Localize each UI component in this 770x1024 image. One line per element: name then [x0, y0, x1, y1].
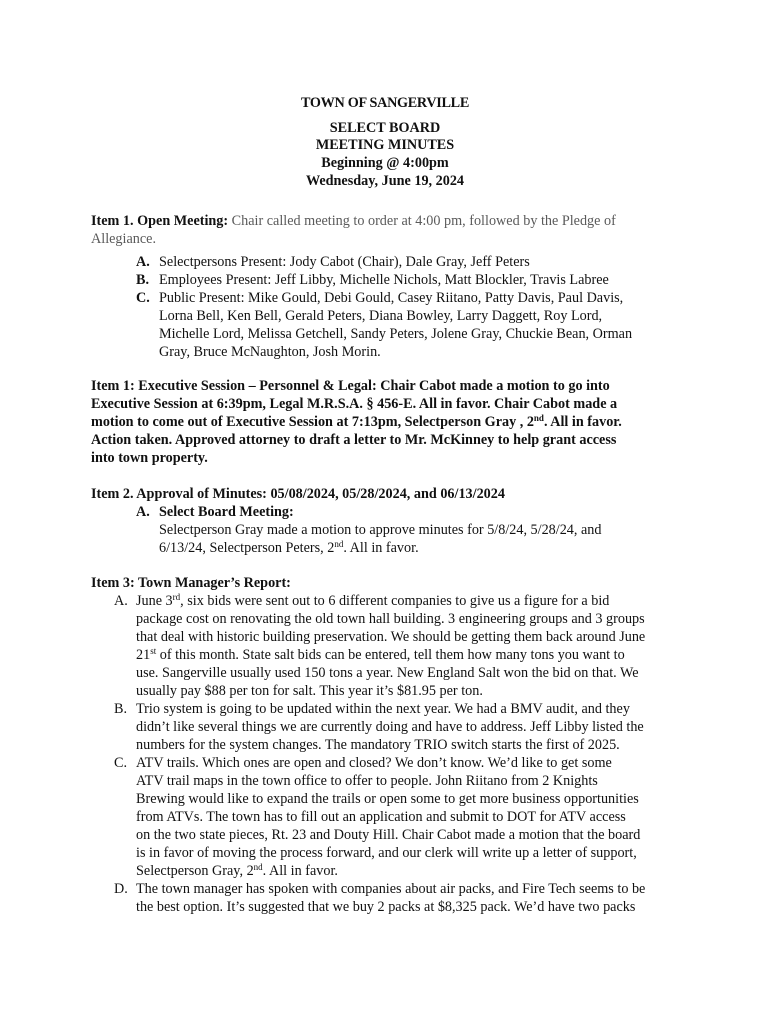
list-marker: A. [114, 593, 128, 609]
public-present-cont: Michelle Lord, Melissa Getchell, Sandy Peters, Jolene Gray, Chuckie Bean, Orman [159, 326, 633, 342]
item1-text-cont: Allegiance. [91, 231, 156, 247]
board-title: SELECT BOARD [329, 120, 441, 136]
meeting-start: Beginning @ 4:00pm [321, 155, 449, 171]
list-marker: D. [114, 881, 128, 897]
motion-text: 6/13/24, Selectperson Peters, 2 [159, 540, 335, 556]
item1-heading: Item 1. Open Meeting: [91, 213, 229, 229]
exec-session-line: Item 1: Executive Session – Personnel & Legal: Chair Cabot made a motion to go into [91, 378, 610, 394]
ordinal-suffix: rd [172, 592, 181, 602]
list-marker: C. [136, 290, 150, 306]
report-b-line: Trio system is going to be updated within the next year. We had a BMV audit, and they [136, 701, 630, 717]
report-text: . All in favor. [262, 863, 338, 879]
item2-heading: Item 2. Approval of Minutes: 05/08/2024, 05/28/2024, and 06/13/2024 [91, 486, 505, 502]
motion-text: . All in favor. [343, 540, 419, 556]
select-board-meeting-heading: Select Board Meeting: [159, 504, 294, 520]
minutes-motion-cont [159, 539, 419, 557]
exec-session-line: into town property. [91, 450, 208, 466]
exec-text: motion to come out of Executive Session at 7:13pm, Selectperson Gray , 2 [91, 414, 534, 430]
ordinal-suffix: nd [533, 413, 544, 423]
report-b-line: numbers for the system changes. The mandatory TRIO switch starts the first of 2025. [136, 737, 620, 753]
report-a-line: usually pay $88 per ton for salt. This year it’s $81.95 per ton. [136, 683, 483, 699]
report-c-line: on the two state pieces, Rt. 23 and Douty Hill. Chair Cabot made a motion that the board [136, 827, 641, 843]
exec-text: . All in favor. [543, 414, 622, 430]
list-marker: A. [136, 254, 150, 270]
report-c-line [136, 862, 338, 880]
report-b-line: didn’t like several things we are currently doing and have to address. Jeff Libby listed the [136, 719, 644, 735]
report-d-line: the best option. It’s suggested that we buy 2 packs at $8,325 pack. We’d have two packs [136, 899, 636, 915]
ordinal-suffix: nd [334, 539, 344, 549]
ordinal-suffix: st [150, 646, 157, 656]
report-c-line: ATV trail maps in the town office to offer to people. John Riitano from 2 Knights [136, 773, 598, 789]
town-title: TOWN OF SANGERVILLE [300, 95, 470, 111]
report-text: , six bids were sent out to 6 different companies to give us a figure for a bid [180, 593, 610, 609]
report-a-line: package cost on renovating the old town hall building. 3 engineering groups and 3 groups [136, 611, 645, 627]
list-marker: A. [136, 504, 150, 520]
report-a-line [136, 592, 609, 610]
report-c-line: from ATVs. The town has to fill out an application and submit to DOT for ATV access [136, 809, 626, 825]
public-present-cont: Gray, Bruce McNaughton, Josh Morin. [159, 344, 381, 360]
report-text: Selectperson Gray, 2 [136, 863, 254, 879]
exec-session-line: Action taken. Approved attorney to draft a letter to Mr. McKinney to help grant access [91, 432, 617, 448]
list-marker: B. [136, 272, 150, 288]
report-text: of this month. State salt bids can be entered, tell them how many tons you want to [156, 647, 625, 663]
exec-session-line: Executive Session at 6:39pm, Legal M.R.S.A. § 456-E. All in favor. Chair Cabot made a [91, 396, 618, 412]
report-a-line: that deal with historic building preservation. We should be getting them back around June [136, 629, 646, 645]
minutes-motion: Selectperson Gray made a motion to approve minutes for 5/8/24, 5/28/24, and [159, 522, 602, 538]
exec-session-line [91, 413, 622, 431]
report-d-line: The town manager has spoken with companies about air packs, and Fire Tech seems to be [136, 881, 646, 897]
item3-heading: Item 3: Town Manager’s Report: [91, 575, 291, 591]
public-present-cont: Lorna Bell, Ken Bell, Gerald Peters, Diana Bowley, Larry Daggett, Roy Lord, [159, 308, 603, 324]
report-a-line [136, 646, 625, 664]
meeting-date: Wednesday, June 19, 2024 [305, 173, 465, 189]
report-a-line: use. Sangerville usually used 150 tons a year. New England Salt won the bid on that. We [136, 665, 639, 681]
report-text: 21 [136, 647, 151, 663]
item1-text: Chair called meeting to order at 4:00 pm, followed by the Pledge of [231, 213, 616, 229]
public-present: Public Present: Mike Gould, Debi Gould, Casey Riitano, Patty Davis, Paul Davis, [159, 290, 624, 306]
list-marker: B. [114, 701, 128, 717]
report-c-line: ATV trails. Which ones are open and closed? We don’t know. We’d like to get some [136, 755, 612, 771]
selectpersons-present: Selectpersons Present: Jody Cabot (Chair), Dale Gray, Jeff Peters [159, 254, 530, 270]
report-text: June 3 [136, 593, 173, 609]
list-marker: C. [114, 755, 128, 771]
ordinal-suffix: nd [253, 862, 263, 872]
item1-line1 [91, 212, 616, 230]
report-c-line: is in favor of moving the process forward, and our clerk will write up a letter of support, [136, 845, 637, 861]
document-title: MEETING MINUTES [315, 137, 455, 153]
report-c-line: Brewing would like to expand the trails or open some to get more business opportunities [136, 791, 639, 807]
employees-present: Employees Present: Jeff Libby, Michelle Nichols, Matt Blockler, Travis Labree [159, 272, 609, 288]
